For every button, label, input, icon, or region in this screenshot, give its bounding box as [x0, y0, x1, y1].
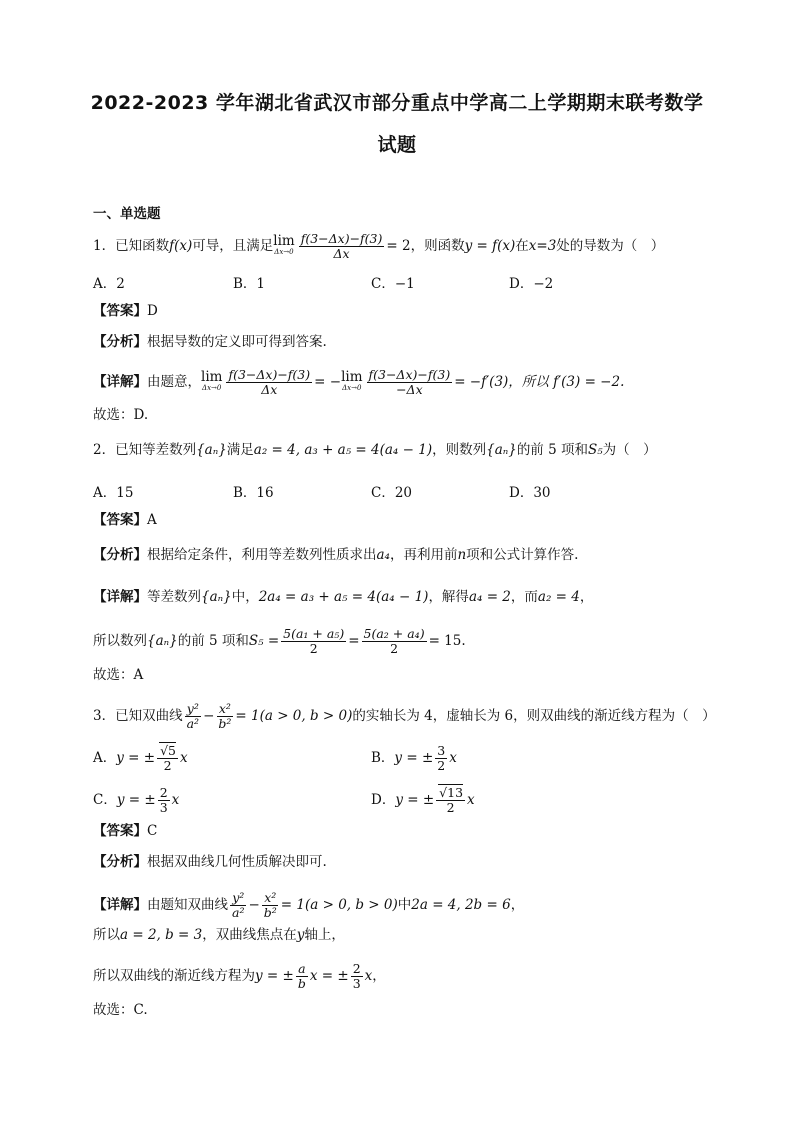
q2-conclusion: 故选：A	[93, 667, 144, 683]
q2-options	[93, 481, 653, 499]
q2-option-b: B．16	[233, 485, 274, 501]
q3-conclusion: 故选：C.	[93, 1002, 148, 1018]
q1-option-b: B．1	[233, 276, 266, 292]
q2-analysis: 【分析】根据给定条件，利用等差数列性质求出a₄，再利用前n项和公式计算作答.	[93, 547, 579, 563]
q1-answer: 【答案】D	[93, 303, 158, 319]
q3-option-b: B．y = ± $\frac{3}{2}$ x	[371, 743, 457, 773]
q3-detail-line3: 所以双曲线的渐近线方程为y = ± $\frac{a}{b}$ x = ± $\frac{2}{3}$ x，	[93, 961, 386, 991]
q2-sum-line: 所以数列{aₙ}的前 5 项和S₅ = $\frac{\text{5(a₁ + a₅)}}{2}$ = $\frac{\text{5(a₂ + a₄)}}{2}$ = 15.	[93, 626, 466, 656]
q1-option-d: D．−2	[509, 276, 554, 292]
q3-options-row2	[93, 785, 653, 815]
document-title-line2: 试题	[377, 134, 417, 156]
q2-option-a: A．15	[93, 485, 134, 501]
q2-option-d: D．30	[509, 485, 551, 501]
q3-detail: 【详解】由题知双曲线 $\frac{\text{y²}}{\text{a²}}$ − $\frac{\text{x²}}{\text{b²}}$ = 1(a > 0, b > 0)中2a = 4, 2b = 6，	[93, 890, 525, 920]
q1-options	[93, 272, 653, 290]
q3-detail-line2: 所以a = 2, b = 3，双曲线焦点在y轴上，	[93, 927, 345, 943]
q1-limit: lim Δx→0	[273, 232, 295, 256]
q1-analysis: 【分析】根据导数的定义即可得到答案.	[93, 334, 327, 350]
q3-stem: 3．已知双曲线 $\frac{\text{y²}}{\text{a²}}$ − $\frac{\text{x²}}{\text{b²}}$ = 1(a > 0, b > 0)的实轴长为 4，虚轴长为 6，则双曲线的渐近线方程为（ ）	[93, 701, 716, 731]
q1-fraction: $\frac{f(3-\Delta x)-f(3)}{\Delta x}$	[300, 231, 383, 261]
q1-conclusion: 故选：D.	[93, 407, 149, 423]
document-title-line1: 2022-2023 学年湖北省武汉市部分重点中学高二上学期期末联考数学	[90, 92, 704, 114]
q1-detail: 【详解】由题意， lim Δx→0 $\frac{f(3-\Delta x)-f(3)}{\Delta x}$ = − lim Δx→0 $\frac{f(3-\Delta x)-f(3)}{-\Delta x}$ = −f′(3)，所以 f′(3) = −2.	[93, 367, 625, 397]
q3-option-d: D．y = ± $\frac{√13}{2}$ x	[371, 785, 475, 815]
q2-detail: 【详解】等差数列{aₙ}中，2a₄ = a₃ + a₅ = 4(a₄ − 1)，解得a₄ = 2，而a₂ = 4，	[93, 589, 594, 605]
q3-options-row1	[93, 743, 653, 773]
q2-option-c: C．20	[371, 485, 413, 501]
q2-stem: 2．已知等差数列{aₙ}满足a₂ = 4, a₃ + a₅ = 4(a₄ − 1)，则数列{aₙ}的前 5 项和S₅为（ ）	[93, 442, 657, 458]
q3-option-c: C．y = ± $\frac{2}{3}$ x	[93, 785, 180, 815]
q1-option-a: A．2	[93, 276, 125, 292]
q1-stem: 1．已知函数f(x)可导，且满足 lim Δx→0 $\frac{f(3-\Delta x)-f(3)}{\Delta x}$ = 2，则函数y = f(x)在x=3处的导数为（ ）	[93, 231, 665, 261]
q3-analysis: 【分析】根据双曲线几何性质解决即可.	[93, 854, 327, 870]
q3-answer: 【答案】C	[93, 823, 158, 839]
q1-option-c: C．−1	[371, 276, 415, 292]
section-heading: 一、单选题	[93, 206, 161, 222]
q2-answer: 【答案】A	[93, 512, 157, 528]
q3-option-a: A．y = ± $\frac{√5}{2}$ x	[93, 743, 188, 773]
